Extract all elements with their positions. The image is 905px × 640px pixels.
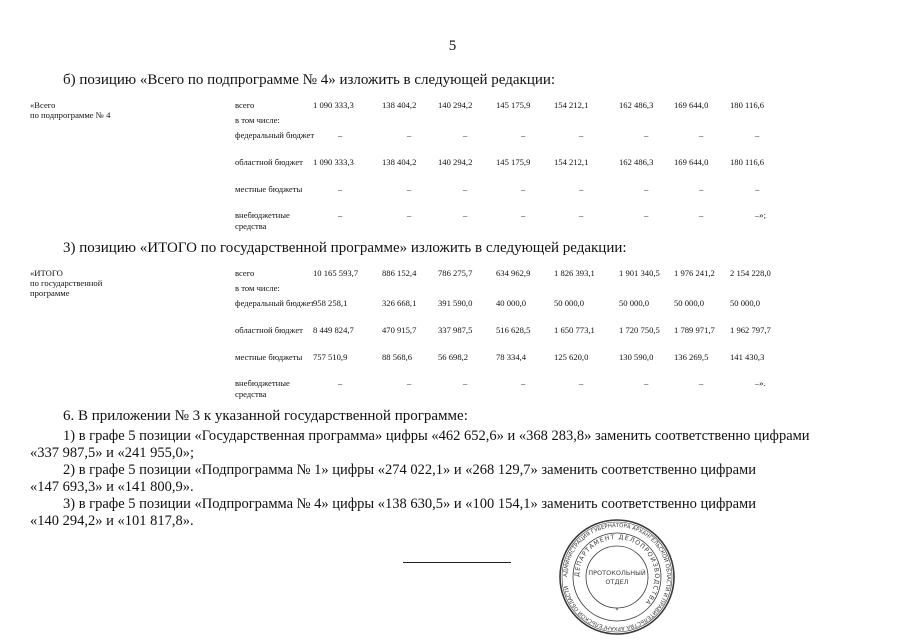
value-cell: 326 668,1 — [382, 298, 417, 308]
value-cell: 1 650 773,1 — [554, 325, 595, 335]
stamp-ring-text: АДМИНИСТРАЦИЯ ГУБЕРНАТОРА АРХАНГЕЛЬСКОЙ ОБЛАСТИ И ПРАВИТЕЛЬСТВА АРХАНГЕЛЬСКОЙ ОБЛАСТИ — [562, 522, 672, 632]
table-row — [30, 325, 820, 351]
item-line — [30, 496, 852, 513]
stamp-inner-ring-text: ДЕПАРТАМЕНТ ДЕЛОПРОИЗВОДСТВА — [573, 533, 661, 607]
value-cell: 125 620,0 — [554, 352, 589, 362]
value-cell: 145 175,9 — [496, 100, 531, 110]
value-cell: – — [755, 130, 760, 140]
value-cell: 50 000,0 — [554, 298, 585, 308]
value-cell: 140 294,2 — [438, 100, 473, 110]
stamp-center-text-2: ОТДЕЛ — [605, 578, 629, 586]
page-number: 5 — [448, 38, 457, 54]
value-cell: 958 258,1 — [313, 298, 348, 308]
value-cell: 40 000,0 — [496, 298, 527, 308]
table-row — [30, 157, 820, 183]
value-cell: – — [521, 184, 526, 194]
table-row — [30, 352, 820, 378]
table-row — [30, 184, 820, 210]
value-cell: 141 430,3 — [730, 352, 765, 362]
value-cell: 56 698,2 — [438, 352, 469, 362]
protocol-department-stamp — [557, 517, 677, 637]
value-cell: 145 175,9 — [496, 157, 531, 167]
row-label: местные бюджеты — [235, 184, 303, 194]
stamp-center-text-1: ПРОТОКОЛЬНЫЙ — [588, 569, 646, 577]
value-cell: – — [579, 210, 584, 220]
row-label: всего — [235, 100, 255, 110]
value-cell: – — [579, 130, 584, 140]
value-cell: 88 568,6 — [382, 352, 413, 362]
amendment-item-2 — [30, 462, 852, 496]
row-label: в том числе: — [235, 115, 280, 125]
value-cell: – — [579, 184, 584, 194]
value-cell: 140 294,2 — [438, 157, 473, 167]
position-name: «ИТОГО по государственной программе — [30, 268, 103, 298]
value-cell: – — [463, 130, 468, 140]
value-cell: 786 275,7 — [438, 268, 473, 278]
value-cell: – — [407, 210, 412, 220]
value-cell: 516 628,5 — [496, 325, 531, 335]
value-cell: 337 987,5 — [438, 325, 473, 335]
row-label: областной бюджет — [235, 157, 303, 167]
item-line — [30, 428, 852, 445]
value-cell: – — [463, 184, 468, 194]
value-cell: – — [644, 184, 649, 194]
amendment-item-1 — [30, 428, 852, 462]
value-cell: 162 486,3 — [619, 100, 654, 110]
value-cell: 50 000,0 — [674, 298, 705, 308]
value-cell: –». — [755, 378, 766, 388]
value-cell: 1 976 241,2 — [674, 268, 715, 278]
value-cell: – — [521, 130, 526, 140]
value-cell: 10 165 593,7 — [313, 268, 359, 278]
position-name: «Всего по подпрограмме № 4 — [30, 100, 111, 120]
signature-line — [403, 562, 511, 563]
value-cell: – — [755, 184, 760, 194]
table-row — [30, 130, 820, 156]
value-cell: –»; — [755, 210, 766, 220]
value-cell: 154 212,1 — [554, 100, 589, 110]
row-label: местные бюджеты — [235, 352, 303, 362]
item-text: 3) в графе 5 позиции «Подпрограмма № 4» цифры «138 630,5» и «100 154,1» заменить соответственно цифрами — [63, 496, 756, 512]
table-row — [30, 210, 820, 236]
value-cell: – — [579, 378, 584, 388]
value-cell: – — [338, 210, 343, 220]
value-cell: 1 901 340,5 — [619, 268, 660, 278]
row-label: федеральный бюджет — [235, 130, 315, 140]
value-cell: 1 826 393,1 — [554, 268, 595, 278]
section-b-heading: б) позицию «Всего по подпрограмме № 4» изложить в следующей редакции: — [63, 72, 556, 88]
value-cell: 50 000,0 — [730, 298, 761, 308]
item-line-continued: «337 987,5» и «241 955,0»; — [30, 445, 195, 461]
value-cell: 169 644,0 — [674, 100, 709, 110]
value-cell: – — [338, 130, 343, 140]
value-cell: 154 212,1 — [554, 157, 589, 167]
value-cell: – — [463, 378, 468, 388]
item-line-continued: «140 294,2» и «101 817,8». — [30, 513, 194, 529]
item-text: 1) в графе 5 позиции «Государственная программа» цифры «462 652,6» и «368 283,8» заменить соответственно цифрами — [63, 428, 810, 444]
table-row — [30, 378, 820, 404]
value-cell: – — [407, 184, 412, 194]
row-label: федеральный бюджет — [235, 298, 315, 308]
value-cell: – — [699, 130, 704, 140]
table-row — [30, 298, 820, 324]
value-cell: 391 590,0 — [438, 298, 473, 308]
value-cell: 130 590,0 — [619, 352, 654, 362]
section-3-heading: 3) позицию «ИТОГО по государственной программе» изложить в следующей редакции: — [63, 240, 627, 256]
value-cell: – — [644, 378, 649, 388]
value-cell: 886 152,4 — [382, 268, 417, 278]
stamp-star: * — [615, 608, 619, 614]
amendment-item-3 — [30, 496, 852, 530]
value-cell: 169 644,0 — [674, 157, 709, 167]
value-cell: – — [644, 130, 649, 140]
row-label: в том числе: — [235, 283, 280, 293]
value-cell: – — [699, 184, 704, 194]
value-cell: – — [699, 210, 704, 220]
value-cell: 1 720 750,5 — [619, 325, 660, 335]
value-cell: 470 915,7 — [382, 325, 417, 335]
value-cell: – — [338, 378, 343, 388]
row-label: внебюджетные средства — [235, 378, 290, 399]
value-cell: 180 116,6 — [730, 100, 765, 110]
value-cell: 138 404,2 — [382, 100, 417, 110]
value-cell: – — [521, 378, 526, 388]
value-cell: – — [521, 210, 526, 220]
value-cell: 634 962,9 — [496, 268, 531, 278]
value-cell: 8 449 824,7 — [313, 325, 354, 335]
item-line — [30, 462, 852, 479]
value-cell: – — [407, 378, 412, 388]
value-cell: 2 154 228,0 — [730, 268, 771, 278]
row-label: всего — [235, 268, 255, 278]
value-cell: 78 334,4 — [496, 352, 527, 362]
item-text: 2) в графе 5 позиции «Подпрограмма № 1» цифры «274 022,1» и «268 129,7» заменить соответственно цифрами — [63, 462, 756, 478]
value-cell: 180 116,6 — [730, 157, 765, 167]
value-cell: 757 510,9 — [313, 352, 348, 362]
value-cell: 1 789 971,7 — [674, 325, 715, 335]
value-cell: 162 486,3 — [619, 157, 654, 167]
value-cell: 1 090 333,3 — [313, 100, 354, 110]
item-line-continued: «147 693,3» и «141 800,9». — [30, 479, 194, 495]
value-cell: 138 404,2 — [382, 157, 417, 167]
value-cell: – — [699, 378, 704, 388]
value-cell: 1 090 333,3 — [313, 157, 354, 167]
value-cell: 136 269,5 — [674, 352, 709, 362]
value-cell: 1 962 797,7 — [730, 325, 771, 335]
row-label: областной бюджет — [235, 325, 303, 335]
value-cell: 50 000,0 — [619, 298, 650, 308]
value-cell: – — [463, 210, 468, 220]
value-cell: – — [338, 184, 343, 194]
value-cell: – — [407, 130, 412, 140]
value-cell: – — [644, 210, 649, 220]
row-label: внебюджетные средства — [235, 210, 290, 231]
section-6-heading: 6. В приложении № 3 к указанной государственной программе: — [63, 408, 468, 424]
